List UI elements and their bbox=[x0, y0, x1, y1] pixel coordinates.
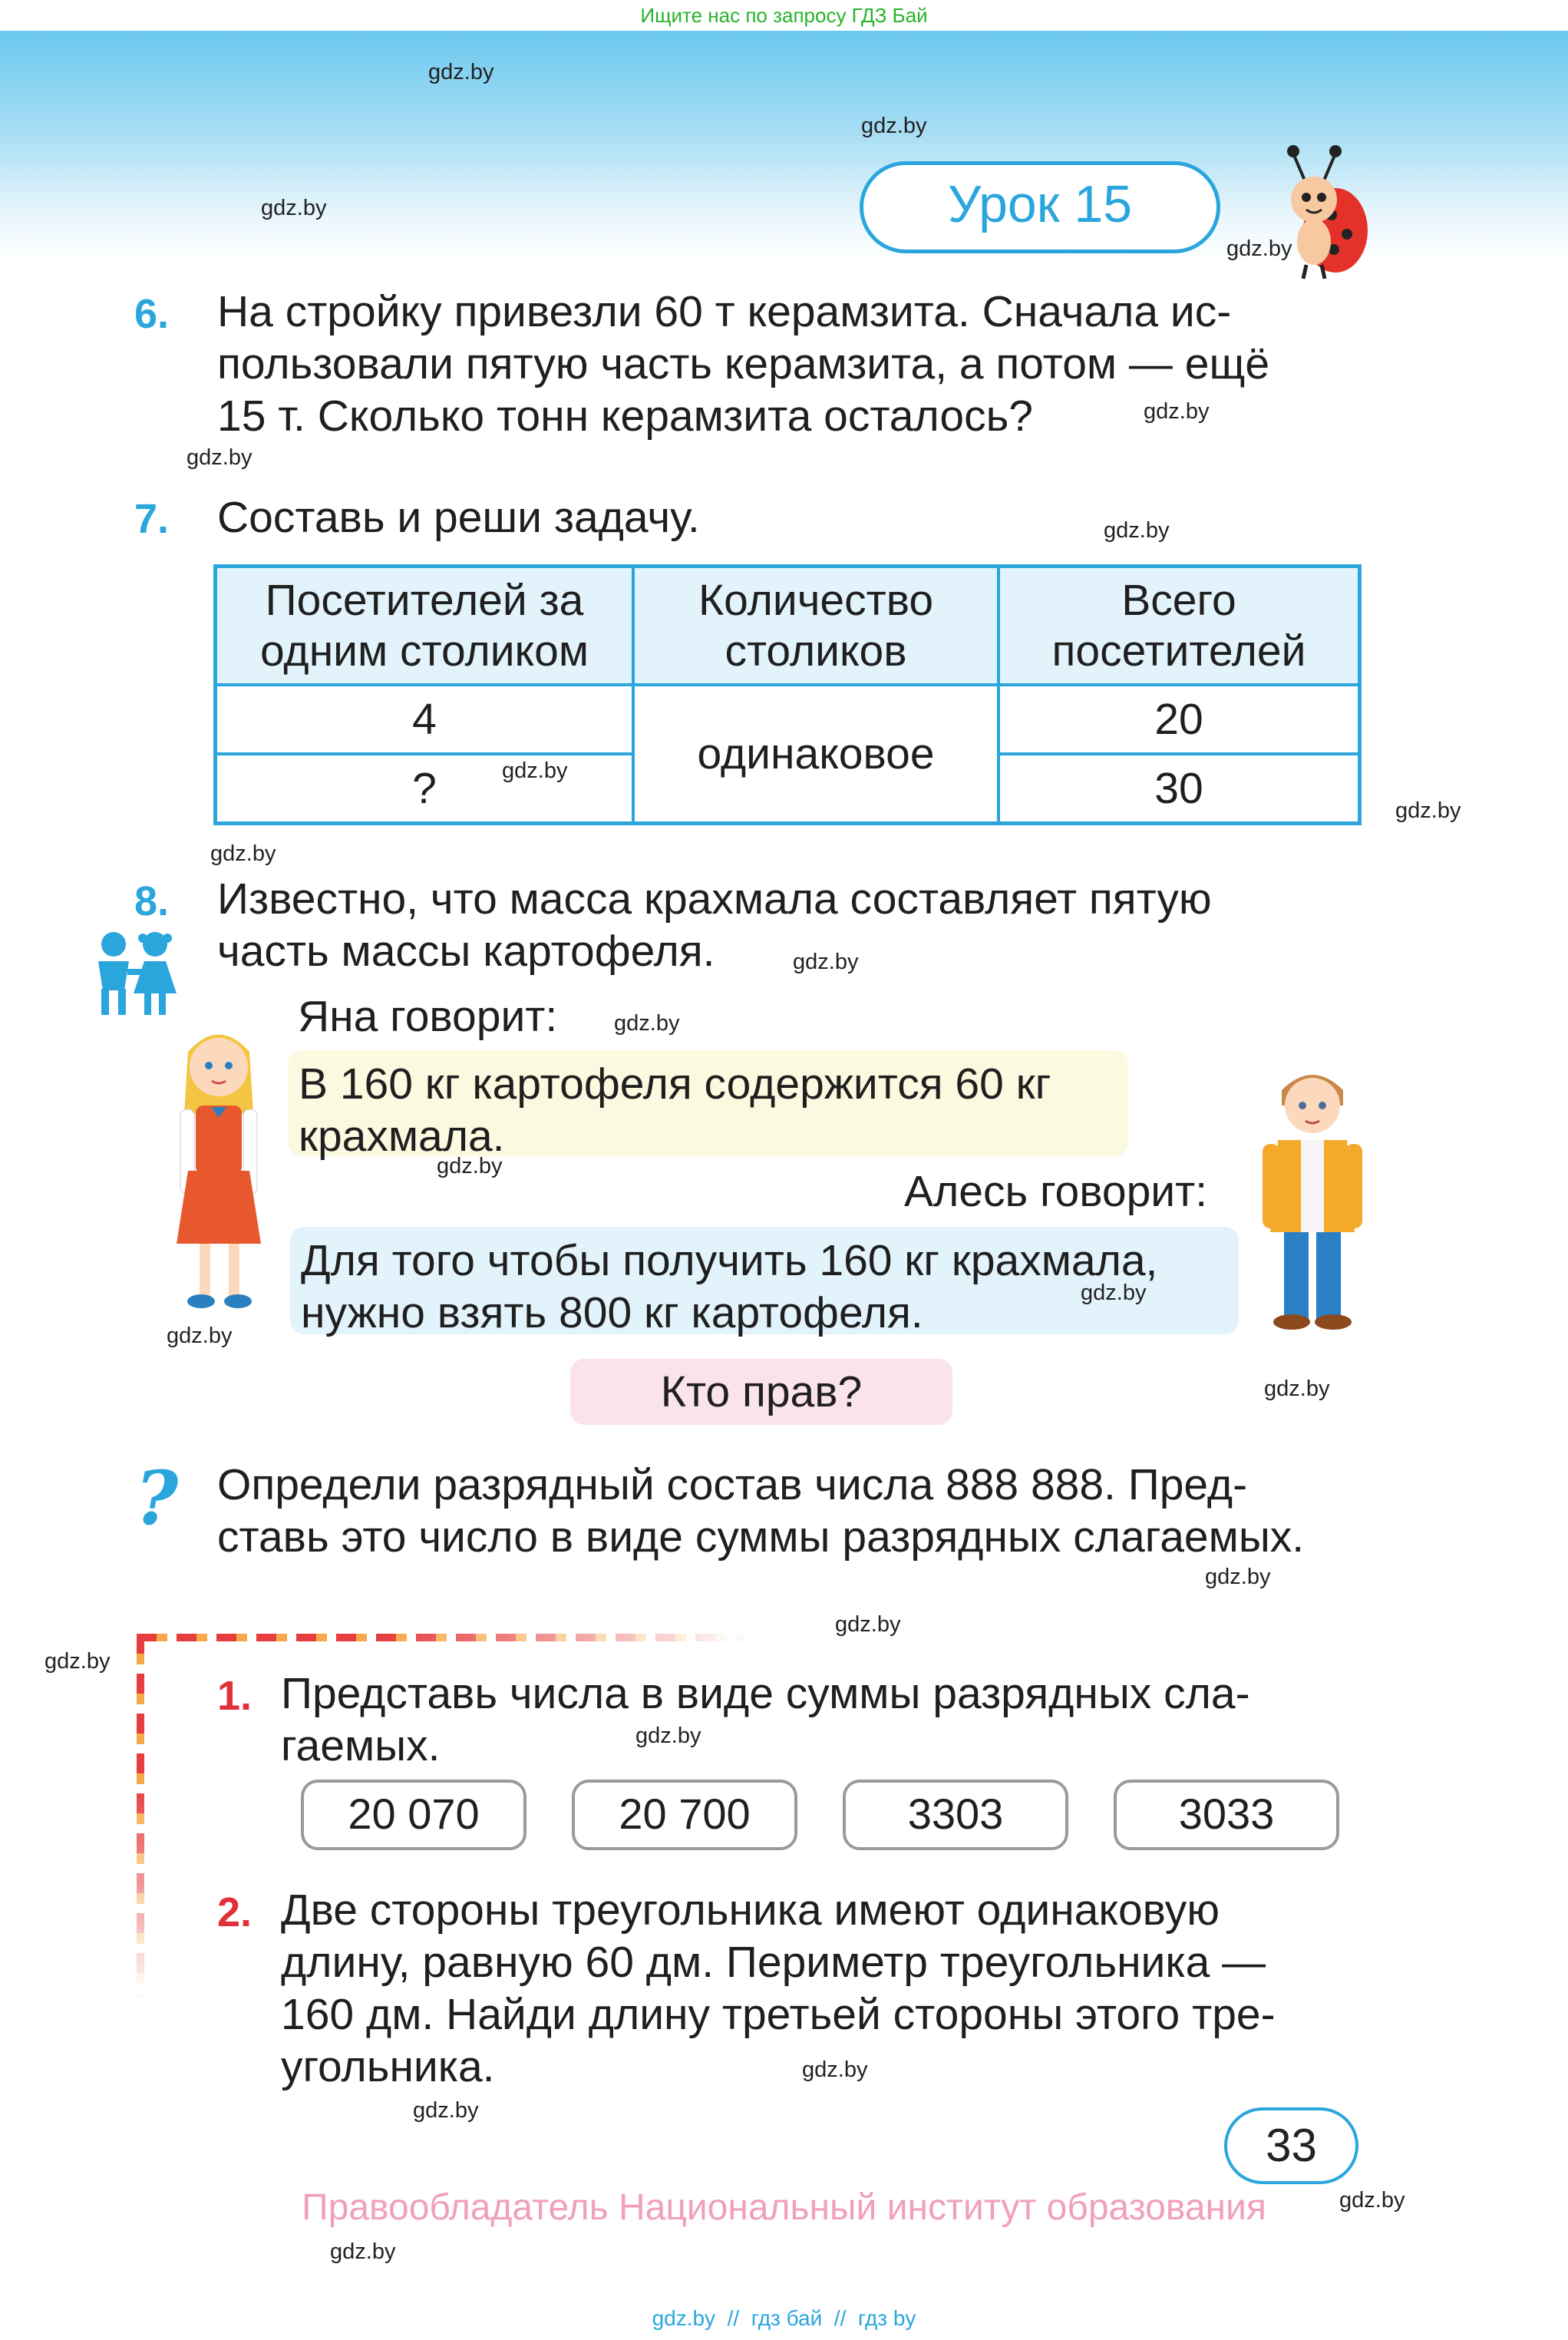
review-task-text bbox=[217, 1459, 1361, 1563]
extra-2-number: 2. bbox=[217, 1889, 253, 1935]
number-badge: 20 070 bbox=[301, 1780, 527, 1850]
task-8-text bbox=[217, 873, 1361, 977]
watermark: gdz.by bbox=[793, 950, 859, 974]
ales-speech-line: нужно взять 800 кг картофеля. bbox=[301, 1288, 923, 1337]
header-line: столиков bbox=[725, 626, 907, 676]
table-cell: 30 bbox=[999, 754, 1360, 824]
extra-1-line: Представь числа в виде суммы разрядных сла- bbox=[281, 1669, 1250, 1718]
watermark: gdz.by bbox=[210, 841, 276, 866]
task-8-line: часть массы картофеля. bbox=[217, 927, 715, 976]
extra-2-line: угольника. bbox=[281, 2042, 495, 2091]
watermark: gdz.by bbox=[1205, 1565, 1271, 1589]
watermark: gdz.by bbox=[1264, 1377, 1330, 1401]
boy-ales-illustration bbox=[1247, 1059, 1378, 1336]
header-line: посетителей bbox=[1051, 626, 1306, 676]
table-header-cell bbox=[633, 567, 999, 686]
watermark: gdz.by bbox=[502, 759, 568, 783]
watermark: gdz.by bbox=[835, 1612, 901, 1637]
table-header-cell bbox=[216, 567, 634, 686]
watermark: gdz.by bbox=[1339, 2188, 1405, 2213]
watermark: gdz.by bbox=[428, 60, 494, 84]
extra-2-line: 160 дм. Найди длину третьей стороны этого тре- bbox=[281, 1990, 1276, 2039]
table-cell: 20 bbox=[999, 685, 1360, 754]
page-number: 33 bbox=[1224, 2107, 1358, 2184]
watermark: gdz.by bbox=[861, 114, 927, 138]
extra-2-line: Две стороны треугольника имеют одинаковую bbox=[281, 1886, 1220, 1935]
review-line: ставь это число в виде суммы разрядных слагаемых. bbox=[217, 1512, 1305, 1562]
table-cell: 4 bbox=[216, 685, 634, 754]
watermark: gdz.by bbox=[45, 1649, 111, 1674]
watermark: gdz.by bbox=[1395, 798, 1461, 823]
watermark: gdz.by bbox=[635, 1724, 701, 1748]
question-mark-icon bbox=[130, 1462, 192, 1535]
watermark: gdz.by bbox=[167, 1324, 233, 1348]
ales-speech-line: Для того чтобы получить 160 кг крахмала, bbox=[301, 1236, 1158, 1285]
table-cell: ? bbox=[216, 754, 634, 824]
task-7-number: 7. bbox=[134, 496, 170, 542]
yana-speech-bubble bbox=[288, 1050, 1128, 1161]
lesson-title: Урок 15 bbox=[947, 175, 1133, 233]
yana-speech-line: В 160 кг картофеля содержится 60 кг bbox=[299, 1059, 1051, 1109]
watermark: gdz.by bbox=[1081, 1281, 1147, 1305]
task-8-line: Известно, что масса крахмала составляет пятую bbox=[217, 874, 1212, 924]
table-row bbox=[216, 685, 1360, 754]
top-banner: Ищите нас по запросу ГДЗ Бай bbox=[0, 0, 1568, 31]
svg-text:?: ? bbox=[135, 1462, 179, 1535]
watermark: gdz.by bbox=[802, 2057, 868, 2082]
table-merged-cell: одинаковое bbox=[633, 685, 999, 824]
extra-1-text bbox=[281, 1667, 1361, 1772]
watermark: gdz.by bbox=[1226, 236, 1292, 261]
pair-work-icon bbox=[84, 929, 184, 1017]
yana-speech-line: крахмала. bbox=[299, 1112, 505, 1161]
watermark: gdz.by bbox=[614, 1011, 680, 1036]
extra-block-left-border bbox=[137, 1634, 144, 2002]
number-badge: 3303 bbox=[843, 1780, 1068, 1850]
header-line: одним столиком bbox=[259, 626, 589, 676]
watermark: gdz.by bbox=[413, 2098, 479, 2123]
girl-yana-illustration bbox=[161, 1021, 276, 1313]
ales-says-label: Алесь говорит: bbox=[904, 1167, 1208, 1216]
header-line: Посетителей за bbox=[265, 576, 584, 625]
extra-1-line: гаемых. bbox=[281, 1721, 441, 1770]
task-7-text: Составь и реши задачу. bbox=[217, 493, 700, 542]
watermark: gdz.by bbox=[1104, 518, 1170, 543]
watermark: gdz.by bbox=[1144, 399, 1210, 424]
watermark: gdz.by bbox=[437, 1154, 503, 1178]
header-line: Количество bbox=[698, 576, 934, 625]
table-header-cell bbox=[999, 567, 1360, 686]
extra-block-top-border bbox=[137, 1634, 751, 1641]
who-is-right-question: Кто прав? bbox=[570, 1359, 952, 1425]
footer-links[interactable]: gdz.by // гдз бай // гдз by bbox=[652, 2306, 916, 2330]
task-6-line: На стройку привезли 60 т керамзита. Сначала ис- bbox=[217, 287, 1232, 336]
yana-says-label: Яна говорит: bbox=[298, 992, 558, 1041]
watermark: gdz.by bbox=[330, 2239, 396, 2264]
watermark: gdz.by bbox=[187, 445, 253, 470]
lesson-title-badge bbox=[860, 161, 1220, 253]
task-6-number: 6. bbox=[134, 291, 170, 337]
task-6-line: 15 т. Сколько тонн керамзита осталось? bbox=[217, 392, 1033, 441]
review-line: Определи разрядный состав числа 888 888. Пред- bbox=[217, 1460, 1248, 1509]
extra-1-number: 1. bbox=[217, 1673, 253, 1719]
task-8-number: 8. bbox=[134, 878, 170, 924]
watermark: gdz.by bbox=[261, 196, 327, 220]
copyright-line: Правообладатель Национальный институт образования bbox=[302, 2187, 1266, 2228]
number-badge: 3033 bbox=[1114, 1780, 1339, 1850]
header-line: Всего bbox=[1121, 576, 1236, 625]
extra-2-line: длину, равную 60 дм. Периметр треугольника — bbox=[281, 1938, 1266, 1987]
visitors-table bbox=[213, 564, 1362, 825]
number-badge: 20 700 bbox=[572, 1780, 797, 1850]
task-6-line: пользовали пятую часть керамзита, а потом — ещё bbox=[217, 339, 1270, 388]
